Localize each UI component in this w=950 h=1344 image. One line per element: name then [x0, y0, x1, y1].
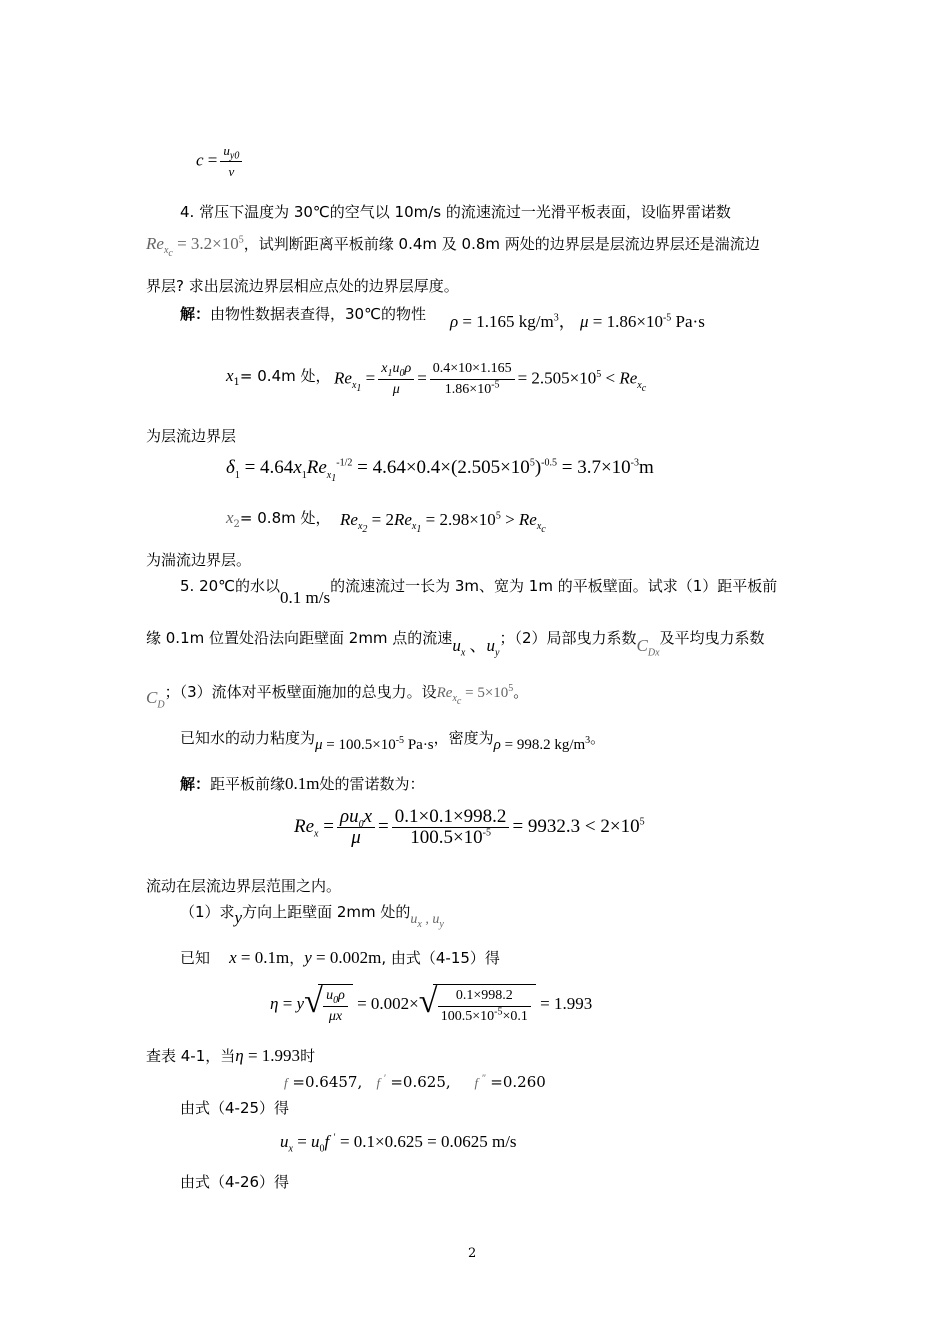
step-1-heading: （1）求y方向上距壁面 2mm 处的$u_x$ , $u_y$	[180, 903, 444, 930]
equation-c: c = $\frac{u_{y0}}{\nu}$	[196, 142, 245, 181]
solution-5-intro: 解：距平板前缘0.1m处的雷诺数为：	[180, 774, 425, 793]
reynolds-x1-equation: $Re_{x_1}$ = $\frac{x_1u_0\rho}{\mu}$ = $\frac{0.4\times 10\times 1.165}{1.86\times 10^{-5}}$ = $2.505\times 10^5 < Re_{x_c}$	[334, 361, 647, 397]
problem-5-line-1: 5. 20℃的水以0.1 m/s的流速流过一长为 3m、宽为 1m 的平板壁面。试求（1）距平板前	[180, 577, 778, 607]
reynolds-x2-equation: $Re_{x_2} = 2Re_{x_1} = 2.98\times 10^5 > Re_{x_c}$	[340, 510, 546, 536]
problem-5-line-3: $C_D$；（3）流体对平板壁面施加的总曳力。设$Re_{x_c} = 5\times 10^5$。	[146, 683, 529, 711]
boundary-layer-thickness-equation: $\delta_1 = 4.64x_1Re_{x_1}^{-1/2} = 4.64\times 0.4\times(2.505\times 10^5)^{-0.5} = 3.7\times 10^{-3}m$	[226, 457, 654, 484]
solution-label: 解：	[180, 305, 211, 323]
problem-5-known-values: 已知水的动力粘度为$\mu = 100.5\times 10^{-5}$ Pa·s，密度为ρ = 998.2 $kg/m^3$。	[180, 729, 606, 753]
reynolds-x-equation: $Re_x$ = $\frac{\rho u_0x}{\mu}$ = $\frac{0.1\times 0.1\times 998.2}{100.5\times 10^{-5}}$ = $9932.3 < 2\times 10^5$	[294, 806, 645, 848]
within-laminar-conclusion: 流动在层流边界层范围之内。	[146, 877, 342, 895]
page-number: 2	[468, 1246, 477, 1261]
air-properties: ρ = 1.165 $kg/m^3$， $\mu = 1.86\times 10^{-5}$ Pa·s	[450, 312, 705, 331]
equation-4-26-reference: 由式（4-26）得	[180, 1173, 290, 1191]
problem-4-line-3: 界层? 求出层流边界层相应点处的边界层厚度。	[146, 277, 459, 295]
eta-equation: η = y √ $\frac{u_0\rho}{\mu x}$ = 0.002× √ $\frac{0.1\times 998.2}{100.5\times 10^{-5}\times 0.1}$ = 1.993	[270, 983, 593, 1024]
f-values: f =0.6457, f ′ =0.625, f ″ =0.260	[284, 1073, 546, 1091]
problem-4-line-2-text: ，试判断距离平板前缘 0.4m 及 0.8m 两处的边界层是层流边界层还是湍流边	[243, 235, 760, 253]
x1-location: $x_1= 0.4m$ 处，	[226, 366, 331, 388]
turbulent-conclusion: 为湍流边界层。	[146, 551, 252, 569]
x2-location: $x_2= 0.8m$ 处，	[226, 508, 331, 530]
laminar-conclusion: 为层流边界层	[146, 427, 237, 445]
problem-5-line-2: 缘 0.1m 位置处沿法向距壁面 2mm 点的流速$u_x$ 、$u_y$；（2）局部曳力系数$C_{Dx}$及平均曳力系数	[146, 629, 765, 659]
table-lookup: 查表 4-1，当η = 1.993时	[146, 1046, 316, 1065]
problem-4-line-1: 4. 常压下温度为 30℃的空气以 10m/s 的流速流过一光滑平板表面，设临界雷诺数	[180, 203, 731, 221]
equation-4-25-reference: 由式（4-25）得	[180, 1099, 290, 1117]
ux-equation: $u_x = u_0f$ ′ = 0.1×0.625 = 0.0625 m/s	[280, 1132, 517, 1155]
solution-4-intro: 解：由物性数据表查得，30℃的物性	[180, 305, 426, 323]
known-coordinates: 已知 x = 0.1m，y = 0.002m, 由式（4-15）得	[180, 948, 500, 967]
problem-4-line-2: $Re_{x_c} = 3.2\times 10^5$，试判断距离平板前缘 0.4m 及 0.8m 两处的边界层是层流边界层还是湍流边	[146, 234, 760, 260]
